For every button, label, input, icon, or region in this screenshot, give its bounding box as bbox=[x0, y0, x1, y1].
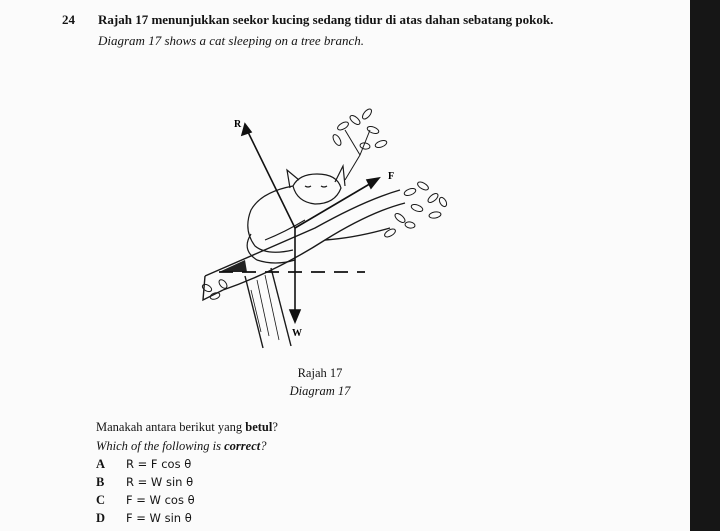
label-R: R bbox=[234, 119, 242, 130]
diagram-caption-english: Diagram 17 bbox=[289, 384, 351, 398]
tree-trunk bbox=[245, 268, 291, 348]
prompt-english-post: ? bbox=[260, 439, 267, 453]
option-d[interactable] bbox=[96, 511, 256, 527]
option-letter: C bbox=[96, 493, 106, 507]
sleeping-cat bbox=[247, 165, 345, 263]
option-expression: F = W cos θ bbox=[126, 493, 195, 507]
scan-dark-edge bbox=[690, 0, 720, 531]
prompt-english-emphasis: correct bbox=[224, 439, 261, 453]
question-number: 24 bbox=[62, 12, 75, 27]
angle-theta-shade bbox=[219, 260, 247, 272]
label-F: F bbox=[388, 171, 395, 182]
label-W: W bbox=[292, 328, 302, 339]
option-letter: A bbox=[96, 457, 106, 471]
prompt-malay-emphasis: betul bbox=[245, 420, 273, 434]
option-c[interactable] bbox=[96, 493, 256, 509]
prompt-malay bbox=[96, 420, 278, 435]
force-arrows bbox=[242, 124, 379, 322]
leaves-right bbox=[383, 180, 448, 238]
prompt-english-pre: Which of the following is bbox=[96, 439, 225, 453]
option-expression: R = F cos θ bbox=[126, 457, 192, 471]
tree-branch bbox=[203, 130, 405, 300]
cat-on-branch-diagram bbox=[195, 100, 455, 350]
question-text-malay: Rajah 17 menunjukkan seekor kucing sedang tidur di atas dahan sebatang pokok. bbox=[98, 12, 554, 27]
prompt-malay-pre: Manakah antara berikut yang bbox=[96, 420, 246, 434]
leaves-upper bbox=[331, 107, 387, 149]
option-expression: R = W sin θ bbox=[126, 475, 194, 489]
prompt-english bbox=[96, 439, 266, 454]
option-expression: F = W sin θ bbox=[126, 511, 192, 525]
question-text-english: Diagram 17 shows a cat sleeping on a tree branch. bbox=[98, 33, 364, 48]
option-letter: D bbox=[96, 511, 106, 525]
diagram-caption-malay: Rajah 17 bbox=[297, 366, 343, 380]
prompt-malay-post: ? bbox=[272, 420, 278, 434]
option-a[interactable] bbox=[96, 457, 256, 473]
option-letter: B bbox=[96, 475, 105, 489]
option-b[interactable] bbox=[96, 475, 256, 491]
